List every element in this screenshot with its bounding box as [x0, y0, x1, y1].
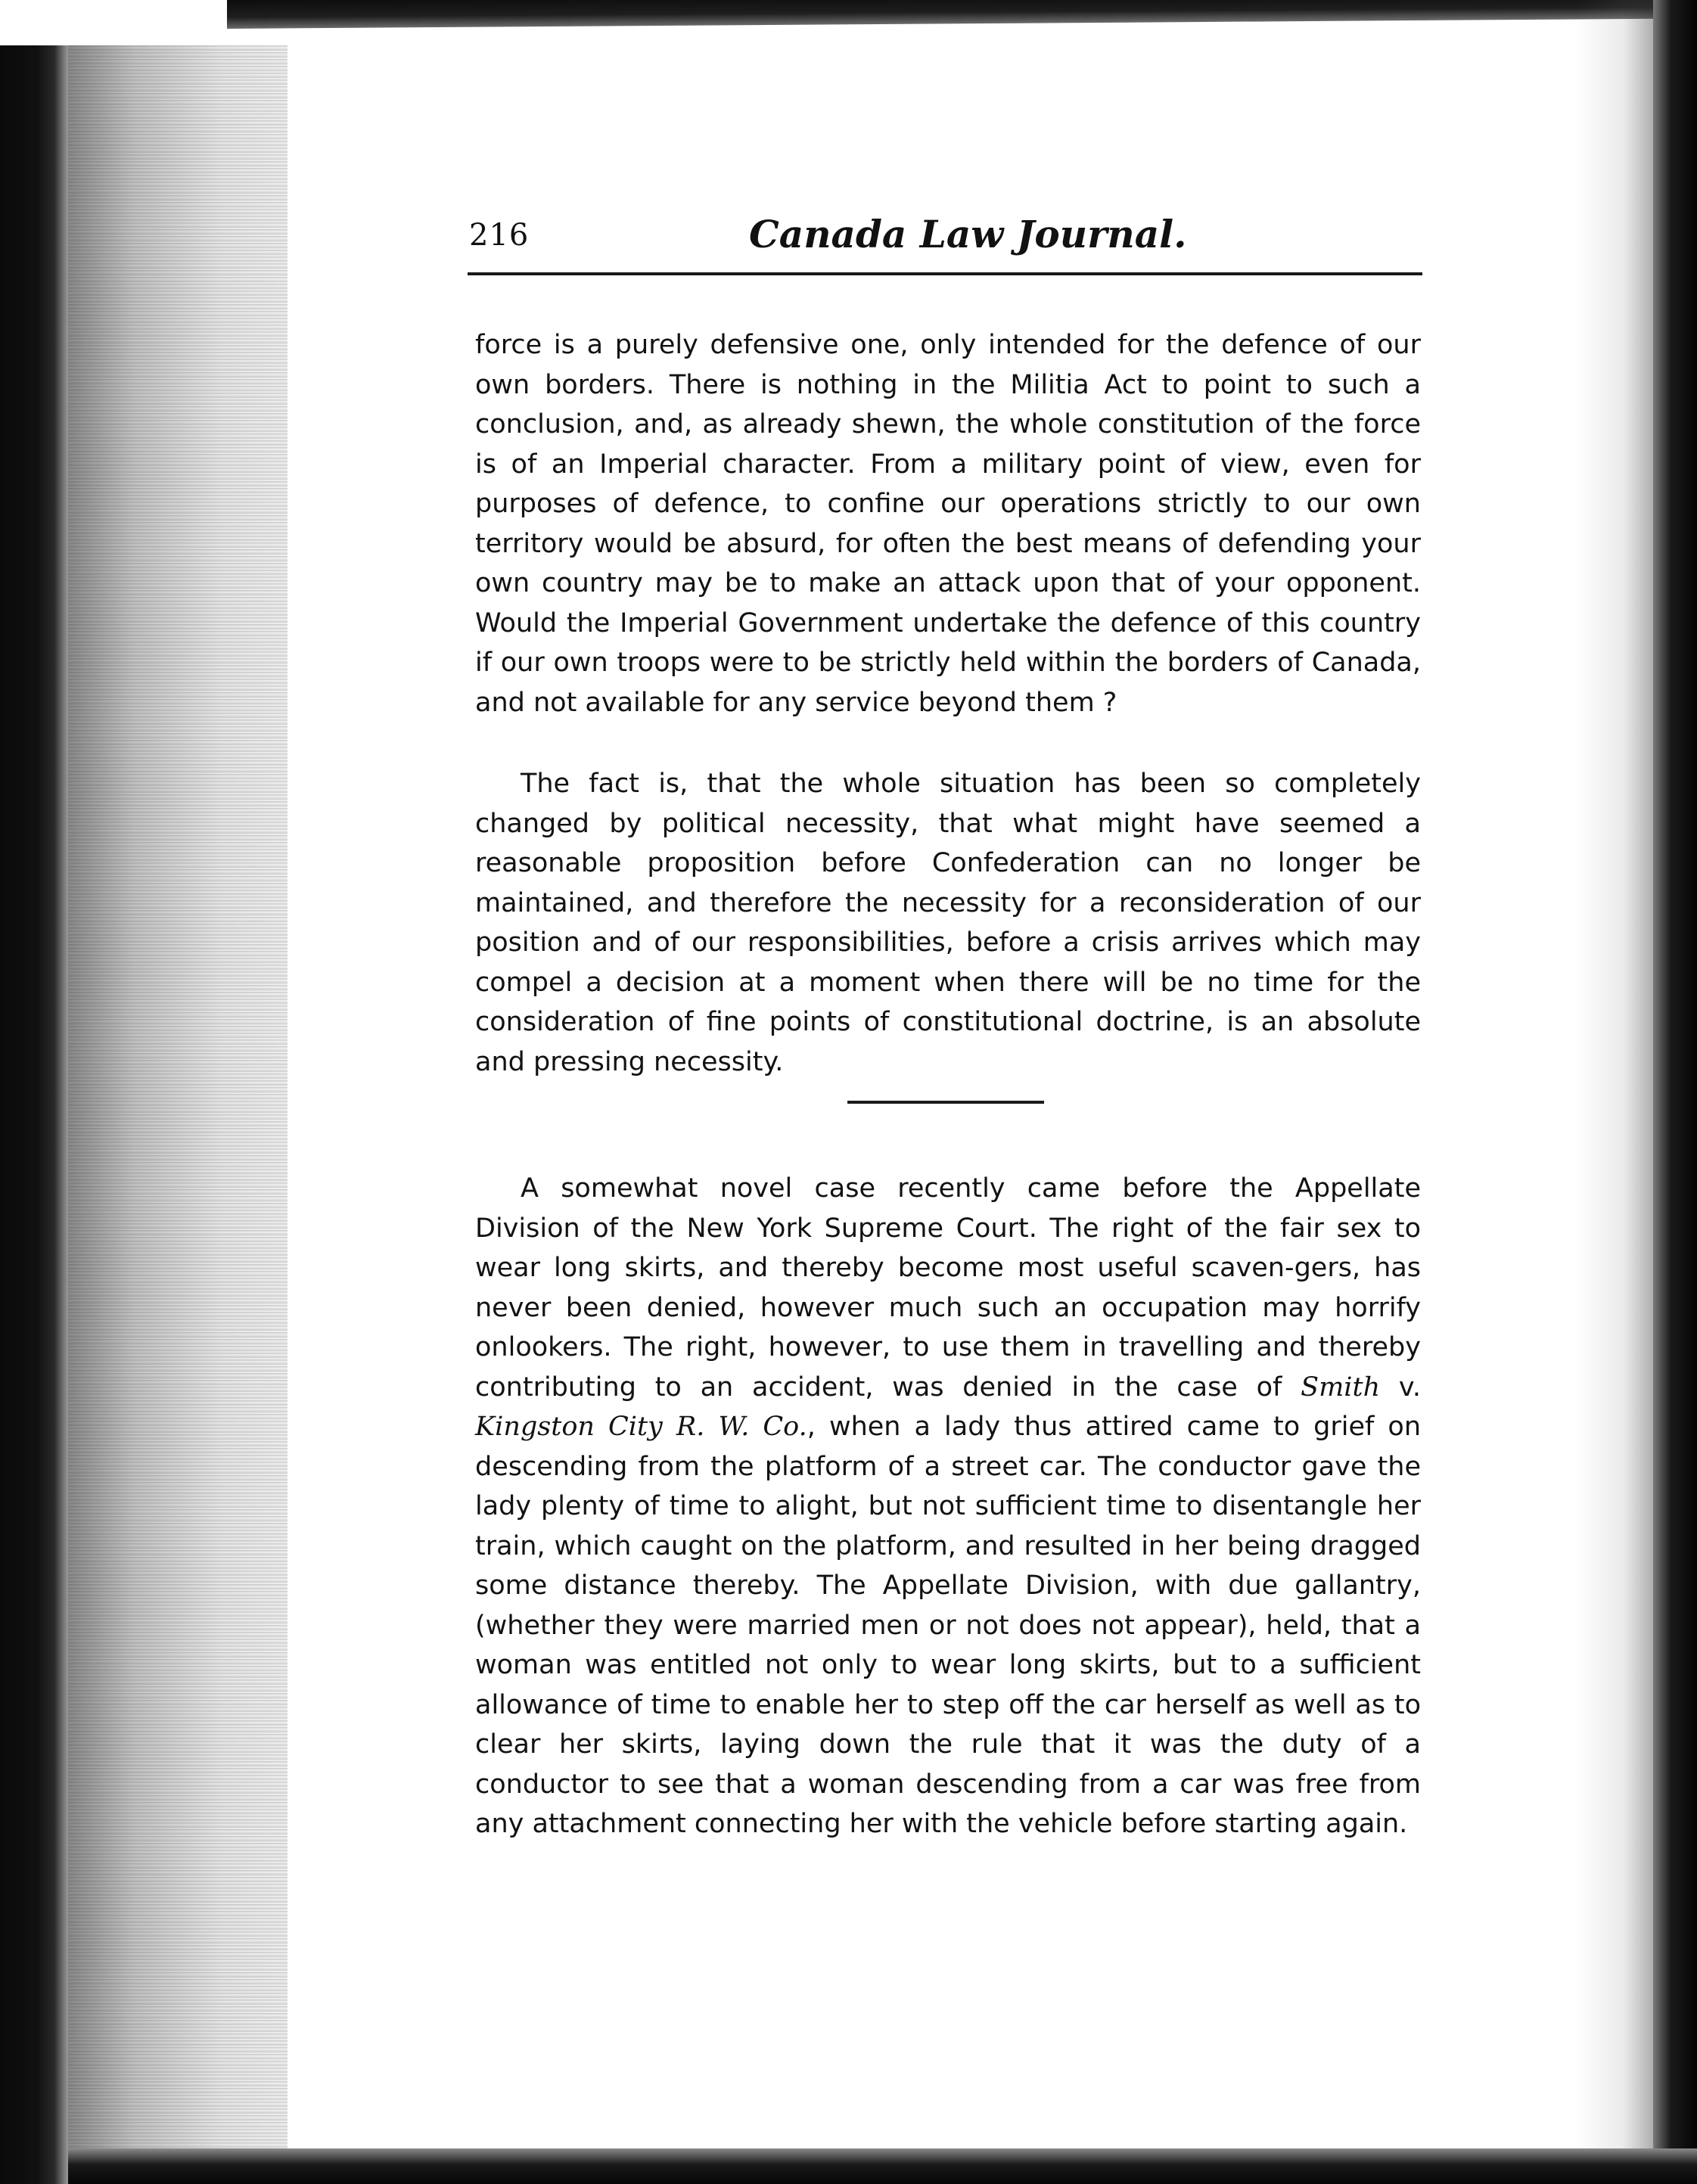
journal-title: Canada Law Journal. — [749, 212, 1187, 256]
case-party-2: Kingston City R. W. Co. — [475, 1412, 807, 1442]
book-spine-shadow — [0, 45, 68, 2184]
right-page-edge-shadow — [1574, 0, 1657, 2184]
top-scan-border — [227, 0, 1697, 29]
section-divider — [847, 1101, 1044, 1104]
journal-page — [454, 204, 1422, 1839]
case-party-1: Smith — [1301, 1372, 1381, 1403]
header-rule — [468, 272, 1422, 275]
page-header — [454, 204, 1422, 257]
case-versus: v. — [1380, 1372, 1422, 1403]
bottom-scan-border — [68, 2148, 1697, 2184]
right-scan-border — [1653, 0, 1697, 2184]
note-paragraph — [475, 1169, 1421, 1844]
note-text-before-case: A somewhat novel case recently came before the Appellate Division of the New York Supreme Court. The right of the fair sex to wear long skirts, and thereby become most useful scaven-gers, has never been denied, however much such an occupation may horrify onlookers. The right, however, to use them in travelling and thereby contributing to an accident, was denied in the case of — [475, 1173, 1421, 1403]
page-number: 216 — [469, 218, 530, 253]
article-paragraph-2: The fact is, that the whole situation has been so completely changed by political necessity, that what might have seemed a reasonable proposition before Confederation can no longer be maintained, and therefore the necessity for a reconsideration of our position and of our responsibilities, before a crisis arrives which may compel a decision at a moment when there will be no time for the consideration of fine points of constitutional doctrine, is an absolute and pressing necessity. — [475, 769, 1421, 1077]
gutter-shadow — [68, 45, 287, 2184]
article-paragraph-1: force is a purely defensive one, only intended for the defence of our own borders. There is nothing in the Militia Act to point to such a conclusion, and, as already shewn, the whole constitution of the force is of an Imperial character. From a military point of view, even for purposes of defence, to confine our operations strictly to our own territory would be absurd, for often the best means of defending your own country may be to make an attack upon that of your opponent. Would the Imperial Government undertake the defence of this country if our own troops were to be strictly held within the borders of Canada, and not available for any service beyond them ? — [475, 330, 1421, 718]
note-text-after-case: , when a lady thus attired came to grief on descending from the platform of a street car. The conductor gave the lady plenty of time to alight, but not sufficient time to disentangle her train, which caught on the platform, and resulted in her being dragged some distance thereby. The Appellate Division, with due gallantry, (whether they were married men or not does not appear), held, that a woman was entitled not only to wear long skirts, but to a sufficient allowance of time to enable her to step off the car herself as well as to clear her skirts, laying down the rule that it was the duty of a conductor to see that a woman descending from a car was free from any attachment connecting her with the vehicle before starting again. — [475, 1412, 1421, 1839]
